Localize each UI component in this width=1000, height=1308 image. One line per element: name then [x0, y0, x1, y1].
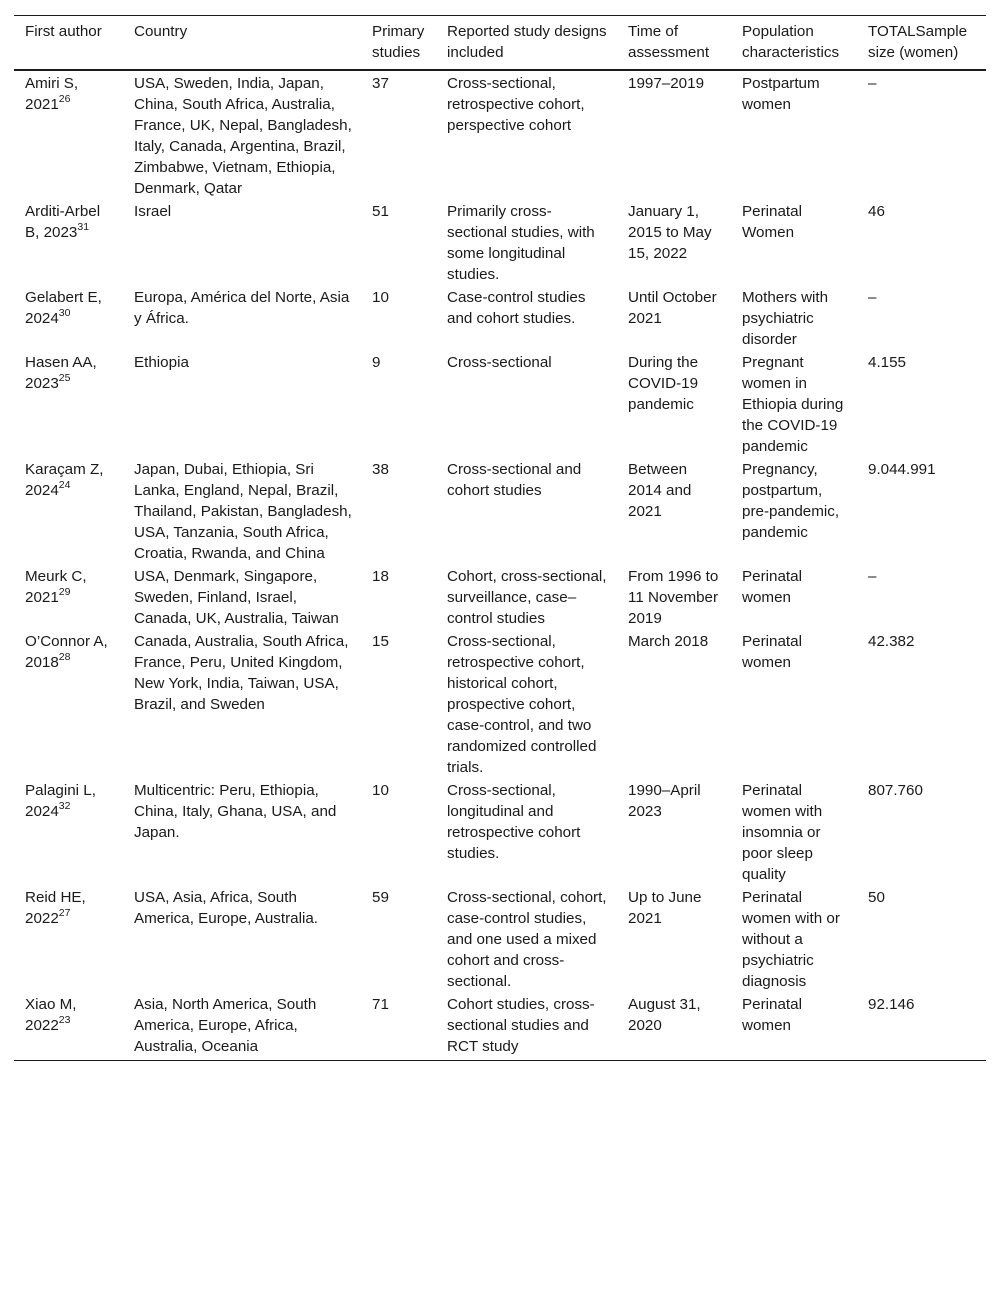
cell-time-of-assessment: Between 2014 and 2021: [628, 461, 692, 520]
author-name: Xiao M, 2022: [25, 996, 77, 1034]
cell-country: USA, Sweden, India, Japan, China, South Africa, Australia, France, UK, Nepal, Bangladesh, Italy, Canada, Argentina, Brazil, Zimbabwe, Vietnam, Ethiopia, Denmark, Qatar: [134, 75, 352, 197]
cell-first-author: [14, 286, 123, 351]
cell-time-of-assessment: 1997–2019: [628, 75, 705, 92]
cell-study-designs: Cross-sectional, retrospective cohort, perspective cohort: [447, 75, 585, 134]
cell-time-of-assessment: 1990–April 2023: [628, 782, 701, 820]
author-name: Reid HE, 2022: [25, 889, 86, 927]
cell-sample-size: 4.155: [868, 354, 907, 371]
header-country: Country: [123, 16, 361, 71]
reference-number: 29: [58, 585, 71, 598]
cell-country: Multicentric: Peru, Ethiopia, China, Italy, Ghana, USA, and Japan.: [134, 782, 337, 841]
table-row: [14, 779, 986, 886]
author-name: Arditi-Arbel B, 2023: [25, 203, 101, 241]
table-row: [14, 886, 986, 993]
cell-study-designs: Case-control studies and cohort studies.: [447, 289, 586, 327]
cell-sample-size: 50: [868, 889, 885, 906]
reference-number: 25: [58, 371, 71, 384]
cell-primary-studies: 38: [372, 461, 389, 478]
reference-number: 27: [58, 906, 71, 919]
cell-sample-size: –: [868, 568, 877, 585]
cell-first-author: [14, 200, 123, 286]
cell-country: Israel: [134, 203, 172, 220]
cell-first-author: [14, 630, 123, 779]
cell-time-of-assessment: Until October 2021: [628, 289, 717, 327]
cell-country: Canada, Australia, South Africa, France, Peru, United Kingdom, New York, India, Taiwan, USA, Brazil, and Sweden: [134, 633, 349, 713]
cell-population: Perinatal women: [731, 993, 857, 1061]
cell-time-of-assessment: March 2018: [628, 633, 709, 650]
cell-sample-size: –: [868, 289, 877, 306]
cell-study-designs: Cohort, cross-sectional, surveillance, case–control studies: [447, 568, 607, 627]
cell-time-of-assessment: Up to June 2021: [628, 889, 702, 927]
cell-primary-studies: 37: [372, 75, 389, 92]
reference-number: 30: [58, 306, 71, 319]
cell-country: Japan, Dubai, Ethiopia, Sri Lanka, England, Nepal, Brazil, Thailand, Pakistan, Bangladesh, USA, Tanzania, South Africa, Croatia, Rwanda, and China: [134, 461, 352, 562]
cell-first-author: [14, 779, 123, 886]
reference-number: 31: [77, 220, 90, 233]
author-name: Palagini L, 2024: [25, 782, 96, 820]
cell-first-author: [14, 458, 123, 565]
header-study-designs: Reported study designs included: [436, 16, 617, 71]
author-name: Amiri S, 2021: [25, 75, 79, 113]
cell-primary-studies: 59: [372, 889, 389, 906]
author-name: Hasen AA, 2023: [25, 354, 97, 392]
table-row: [14, 565, 986, 630]
cell-study-designs: Primarily cross-sectional studies, with some longitudinal studies.: [447, 203, 595, 283]
cell-study-designs: Cross-sectional, longitudinal and retrospective cohort studies.: [447, 782, 581, 862]
cell-primary-studies: 15: [372, 633, 389, 650]
cell-population: Perinatal women with or without a psychiatric diagnosis: [742, 889, 840, 990]
table-row: [14, 351, 986, 458]
cell-primary-studies: 10: [372, 782, 389, 799]
cell-time-of-assessment: August 31, 2020: [617, 993, 731, 1061]
cell-time-of-assessment: January 1, 2015 to May 15, 2022: [628, 203, 712, 262]
cell-sample-size: 92.146: [857, 993, 986, 1061]
table-row: [14, 458, 986, 565]
cell-population: Pregnant women in Ethiopia during the COVID-19 pandemic: [742, 354, 844, 455]
cell-sample-size: 42.382: [868, 633, 915, 650]
cell-population: Perinatal women: [742, 568, 802, 606]
cell-primary-studies: 51: [372, 203, 389, 220]
cell-study-designs: Cross-sectional: [447, 354, 552, 371]
cell-study-designs: Cohort studies, cross-sectional studies and RCT study: [436, 993, 617, 1061]
cell-population: Perinatal women: [742, 633, 802, 671]
author-name: Meurk C, 2021: [25, 568, 87, 606]
cell-first-author: [14, 565, 123, 630]
cell-first-author: [14, 70, 123, 200]
cell-primary-studies: 10: [372, 289, 389, 306]
header-time-of-assessment: Time of assessment: [617, 16, 731, 71]
cell-study-designs: Cross-sectional, cohort, case-control studies, and one used a mixed cohort and cross-sectional.: [447, 889, 607, 990]
cell-study-designs: Cross-sectional, retrospective cohort, historical cohort, prospective cohort, case-control, and two randomized controlled trials.: [447, 633, 597, 776]
cell-primary-studies: 71: [361, 993, 436, 1061]
table-row: [14, 993, 986, 1061]
cell-country: Asia, North America, South America, Europe, Africa, Australia, Oceania: [123, 993, 361, 1061]
cell-country: USA, Asia, Africa, South America, Europe, Australia.: [134, 889, 319, 927]
table-header-row: [14, 16, 986, 71]
author-name: Gelabert E, 2024: [25, 289, 102, 327]
table-row: [14, 630, 986, 779]
cell-sample-size: –: [868, 75, 877, 92]
author-name: Karaçam Z, 2024: [25, 461, 104, 499]
cell-sample-size: 9.044.991: [868, 461, 936, 478]
cell-population: Perinatal Women: [742, 203, 802, 241]
reference-number: 24: [58, 478, 71, 491]
header-population: Population characteristics: [731, 16, 857, 71]
cell-country: USA, Denmark, Singapore, Sweden, Finland, Israel, Canada, UK, Australia, Taiwan: [134, 568, 339, 627]
table-row: [14, 200, 986, 286]
reference-number: 26: [58, 92, 71, 105]
reference-number: 28: [58, 650, 71, 663]
cell-time-of-assessment: During the COVID-19 pandemic: [628, 354, 699, 413]
cell-population: Mothers with psychiatric disorder: [742, 289, 829, 348]
author-name: O’Connor A, 2018: [25, 633, 108, 671]
header-primary-studies: Primary studies: [361, 16, 436, 71]
cell-population: Pregnancy, postpartum, pre-pandemic, pandemic: [742, 461, 840, 541]
cell-primary-studies: 18: [372, 568, 389, 585]
table-row: [14, 286, 986, 351]
cell-sample-size: 807.760: [868, 782, 923, 799]
cell-population: Postpartum women: [742, 75, 820, 113]
header-first-author: First author: [14, 16, 123, 71]
studies-table: [14, 15, 986, 1061]
cell-first-author: [14, 351, 123, 458]
cell-first-author: [14, 886, 123, 993]
reference-number: 32: [58, 799, 71, 812]
cell-study-designs: Cross-sectional and cohort studies: [447, 461, 582, 499]
cell-population: Perinatal women with insomnia or poor sleep quality: [742, 782, 823, 883]
cell-sample-size: 46: [868, 203, 885, 220]
reference-number: 23: [58, 1013, 71, 1026]
cell-first-author: [14, 993, 123, 1061]
cell-primary-studies: 9: [372, 354, 381, 371]
table-row: [14, 70, 986, 200]
cell-time-of-assessment: From 1996 to 11 November 2019: [628, 568, 719, 627]
cell-country: Ethiopia: [134, 354, 189, 371]
header-sample-size: TOTALSample size (women): [857, 16, 986, 71]
cell-country: Europa, América del Norte, Asia y África.: [134, 289, 350, 327]
